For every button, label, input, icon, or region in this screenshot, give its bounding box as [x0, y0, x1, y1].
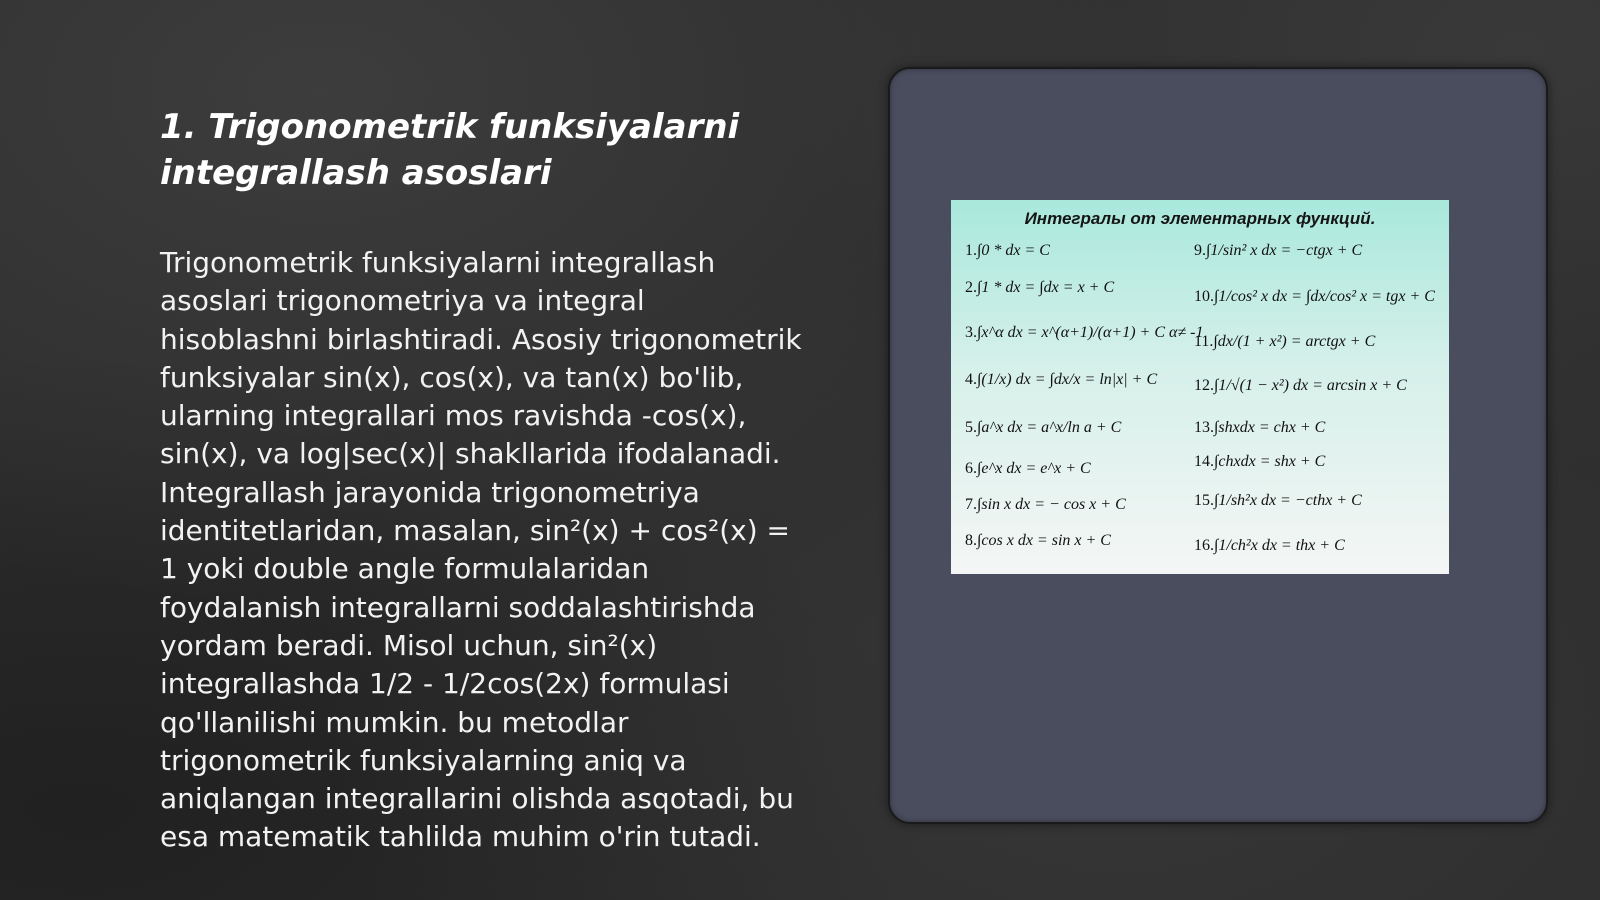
slide-title: 1. Trigonometrik funksiyalarni integrallash asoslari	[160, 107, 740, 193]
formula-10: 10.∫1/cos² x dx = ∫dx/cos² x = tgx + C	[1194, 288, 1435, 305]
formula-9: 9.∫1/sin² x dx = −ctgx + C	[1194, 242, 1363, 259]
formula-2: 2.∫1 * dx = ∫dx = x + C	[965, 279, 1115, 296]
formula-14: 14.∫chxdx = shx + C	[1194, 453, 1326, 470]
formula-16: 16.∫1/ch²x dx = thx + C	[1194, 537, 1345, 554]
formula-3: 3.∫x^α dx = x^(α+1)/(α+1) + C α≠ -1	[965, 324, 1204, 341]
formula-8: 8.∫cos x dx = sin x + C	[965, 532, 1111, 549]
formula-5: 5.∫a^x dx = a^x/ln a + C	[965, 419, 1122, 436]
formula-12: 12.∫1/√(1 − x²) dx = arcsin x + C	[1194, 377, 1407, 394]
formula-13: 13.∫shxdx = chx + C	[1194, 419, 1326, 436]
formula-7: 7.∫sin x dx = − cos x + C	[965, 496, 1126, 513]
formula-1: 1.∫0 * dx = C	[965, 242, 1050, 259]
formula-6: 6.∫e^x dx = e^x + C	[965, 460, 1091, 477]
formula-table-title: Интегралы от элементарных функций.	[1024, 209, 1376, 228]
formula-4: 4.∫(1/x) dx = ∫dx/x = ln|x| + C	[965, 371, 1158, 388]
integral-formula-table	[951, 200, 1449, 574]
slide-body-text: Trigonometrik funksiyalarni integrallash asoslari trigonometriya va integral hisoblashni birlashtiradi. Asosiy trigonometrik funksiyalar sin(x), cos(x), va tan(x) bo'lib, ularning integrallari mos ravishda -cos(x), sin(x), va log|sec(x)| shakllarida ifodalanadi. Integrallash jarayonida trigonometriya identitetlaridan, masalan, sin²(x) + cos²(x) = 1 yoki double angle formulalaridan foydalanish integrallarni soddalashtirishda yordam beradi. Misol uchun, sin²(x) integrallashda 1/2 - 1/2cos(2x) formulasi qo'llanilishi mumkin. bu metodlar trigonometrik funksiyalarning aniq va aniqlangan integrallarini olishda asqotadi, bu esa matematik tahlilda muhim o'rin tutadi.	[160, 246, 802, 854]
formula-11: 11.∫dx/(1 + x²) = arctgx + C	[1194, 333, 1376, 350]
formula-15: 15.∫1/sh²x dx = −cthx + C	[1194, 492, 1362, 509]
